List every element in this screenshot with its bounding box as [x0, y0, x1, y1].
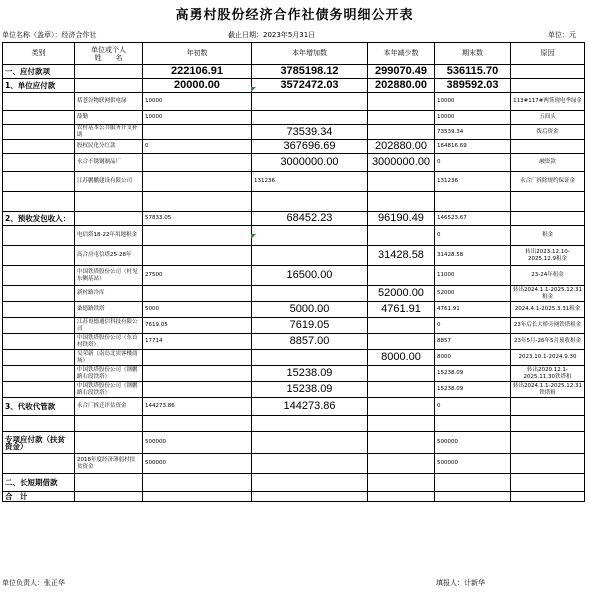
name-cell: [75, 212, 143, 226]
filler-label: 填报人：计新华: [436, 579, 485, 587]
name-cell: 新村路冷库: [75, 286, 143, 302]
reason-cell: [511, 416, 585, 432]
decrease-cell: [368, 192, 435, 212]
start-cell: 7619.05: [143, 318, 252, 334]
increase-cell: 8857.00: [252, 334, 368, 350]
increase-cell: [252, 93, 368, 111]
start-cell: 500000: [143, 454, 252, 474]
decrease-cell: [368, 125, 435, 140]
table-row: [3, 382, 585, 398]
decrease-cell: [368, 382, 435, 398]
decrease-cell: 299070.49: [368, 65, 435, 79]
reason-cell: 永合厂拆除规约保证金: [511, 172, 585, 192]
increase-cell: 367696.69: [252, 140, 368, 154]
end-cell: 500000: [435, 454, 511, 474]
name-cell: 中国铁塔股份公司（钢鹏路右段铁塔）: [75, 366, 143, 382]
end-cell: [435, 492, 511, 502]
increase-cell: [252, 432, 368, 454]
category-cell: [3, 172, 75, 192]
end-cell: [435, 474, 511, 492]
cutoff-date-label: 截止日期：2023年5月31日: [228, 31, 316, 39]
name-cell: 江苏鹏鹏建设有限公司: [75, 172, 143, 192]
decrease-cell: [368, 266, 435, 286]
decrease-cell: [368, 492, 435, 502]
start-cell: [143, 125, 252, 140]
reason-cell: [511, 140, 585, 154]
decrease-cell: [368, 226, 435, 246]
end-cell: 15238.09: [435, 366, 511, 382]
decrease-cell: 52000.00: [368, 286, 435, 302]
end-cell: 8857: [435, 334, 511, 350]
table-row: [3, 226, 585, 246]
reason-cell: 转出2024.1.1-2025.12.31租金: [511, 286, 585, 302]
decrease-cell: [368, 93, 435, 111]
decrease-cell: [368, 334, 435, 350]
start-cell: 500000: [143, 432, 252, 454]
decrease-cell: [368, 416, 435, 432]
start-cell: [143, 492, 252, 502]
currency-unit-label: 单位：元: [548, 31, 576, 39]
category-cell: [3, 140, 75, 154]
table-row: [3, 474, 585, 492]
end-cell: 15238.09: [435, 382, 511, 398]
reason-cell: 拨后资金: [511, 125, 585, 140]
header-row: [3, 43, 585, 65]
decrease-cell: 3000000.00: [368, 154, 435, 172]
table-row: [3, 266, 585, 286]
category-cell: [3, 416, 75, 432]
increase-cell: 15238.09: [252, 382, 368, 398]
table-row: [3, 334, 585, 350]
start-cell: 20000.00: [143, 79, 252, 93]
end-cell: 10000: [435, 93, 511, 111]
name-cell: 桑德路铁塔: [75, 302, 143, 318]
decrease-cell: [368, 474, 435, 492]
start-cell: [143, 474, 252, 492]
col-header-decrease: 本年减少数: [368, 43, 435, 65]
end-cell: 500000: [435, 432, 511, 454]
category-cell: [3, 266, 75, 286]
cell-marker-icon: [251, 87, 256, 92]
unit-leader-label: 单位负责人：张正华: [2, 579, 65, 587]
name-cell: 吴荣新（南岛北宾客楼商场）: [75, 350, 143, 366]
cell-marker-icon: [251, 234, 256, 239]
reason-cell: [511, 432, 585, 454]
increase-cell: 3000000.00: [252, 154, 368, 172]
name-cell: 高合房屯信塔25-28年: [75, 246, 143, 266]
category-cell: 2、预收发包收入：: [3, 212, 75, 226]
reason-cell: 23年5月-26年5月预收租金: [511, 334, 585, 350]
table-row: [3, 416, 585, 432]
decrease-cell: [368, 454, 435, 474]
reason-cell: 转出2020.12.1-2025.11.30铁塔租: [511, 366, 585, 382]
name-cell: 永合厂拆迁评估资金: [75, 398, 143, 416]
reason-cell: [511, 212, 585, 226]
start-cell: 10000: [143, 111, 252, 125]
reason-cell: 五间头: [511, 111, 585, 125]
table-row: [3, 125, 585, 140]
end-cell: 11000: [435, 266, 511, 286]
end-cell: [435, 192, 511, 212]
category-cell: [3, 154, 75, 172]
reason-cell: [511, 398, 585, 416]
name-cell: [75, 416, 143, 432]
table-row: [3, 212, 585, 226]
category-cell: [3, 226, 75, 246]
category-cell: [3, 382, 75, 398]
start-cell: [143, 416, 252, 432]
reason-cell: [511, 492, 585, 502]
col-header-start: 年初数: [143, 43, 252, 65]
decrease-cell: [368, 318, 435, 334]
reason-cell: [511, 79, 585, 93]
name-cell: 电信塔18-22年用地租金: [75, 226, 143, 246]
table-row: [3, 172, 585, 192]
start-cell: [143, 226, 252, 246]
start-cell: [143, 154, 252, 172]
category-cell: 一、应付款项: [3, 65, 75, 79]
category-cell: [3, 93, 75, 111]
col-header-name: 单位或个人 姓 名: [75, 43, 143, 65]
end-cell: 389592.03: [435, 79, 511, 93]
category-cell: 3、代收代管款: [3, 398, 75, 416]
category-cell: [3, 366, 75, 382]
end-cell: 0: [435, 318, 511, 334]
start-cell: 222106.91: [143, 65, 252, 79]
table-row: [3, 65, 585, 79]
table-row: [3, 192, 585, 212]
decrease-cell: 202880.00: [368, 140, 435, 154]
reason-cell: [511, 454, 585, 474]
end-cell: 73539.34: [435, 125, 511, 140]
col-header-end: 期末数: [435, 43, 511, 65]
table-row: [3, 492, 585, 502]
decrease-cell: 8000.00: [368, 350, 435, 366]
table-row: [3, 366, 585, 382]
table-row: [3, 318, 585, 334]
increase-cell: [252, 350, 368, 366]
decrease-cell: [368, 432, 435, 454]
reason-cell: 2023.10.1-2024.9.30: [511, 350, 585, 366]
name-cell: [75, 432, 143, 454]
start-cell: 144273.86: [143, 398, 252, 416]
decrease-cell: [368, 398, 435, 416]
reason-cell: 23年后长大桥旁网铁塔租金: [511, 318, 585, 334]
reason-cell: 转出2024.1.1-2025.12.31铁塔租: [511, 382, 585, 398]
table-row: [3, 398, 585, 416]
category-cell: 1、单位应付款: [3, 79, 75, 93]
increase-cell: [252, 286, 368, 302]
table-row: [3, 154, 585, 172]
category-cell: [3, 302, 75, 318]
category-cell: [3, 318, 75, 334]
name-cell: [75, 474, 143, 492]
start-cell: 57833.05: [143, 212, 252, 226]
name-cell: 括苍谷物联网供电绿: [75, 93, 143, 111]
start-cell: [143, 246, 252, 266]
end-cell: 4761.91: [435, 302, 511, 318]
table-row: [3, 286, 585, 302]
table-row: [3, 454, 585, 474]
increase-cell: 5000.00: [252, 302, 368, 318]
increase-cell: 131236: [252, 172, 368, 192]
decrease-cell: 96190.49: [368, 212, 435, 226]
name-cell: [75, 65, 143, 79]
category-cell: 专项应付款（扶贫资金）: [3, 432, 75, 454]
table-row: [3, 350, 585, 366]
increase-cell: 15238.09: [252, 366, 368, 382]
category-cell: [3, 192, 75, 212]
name-cell: [75, 192, 143, 212]
name-cell: 2018年度经济薄弱村扶贫资金: [75, 454, 143, 474]
end-cell: 31428.58: [435, 246, 511, 266]
start-cell: 5000: [143, 302, 252, 318]
end-cell: 0: [435, 398, 511, 416]
page-title: 高勇村股份经济合作社债务明细公开表: [175, 8, 414, 23]
decrease-cell: [368, 111, 435, 125]
end-cell: 164816.69: [435, 140, 511, 154]
increase-cell: 16500.00: [252, 266, 368, 286]
end-cell: 0: [435, 226, 511, 246]
increase-cell: 144273.86: [252, 398, 368, 416]
increase-cell: [252, 454, 368, 474]
end-cell: 536115.70: [435, 65, 511, 79]
col-header-increase: 本年增加数: [252, 43, 368, 65]
col-header-category: 类别: [3, 43, 75, 65]
reason-cell: 租金: [511, 226, 585, 246]
increase-cell: 7619.05: [252, 318, 368, 334]
reason-cell: 23-24年租金: [511, 266, 585, 286]
name-cell: 股权民化分红款: [75, 140, 143, 154]
unit-name-label: 单位名称（盖章）：经济合作社: [2, 31, 97, 39]
increase-cell: 68452.23: [252, 212, 368, 226]
decrease-cell: [368, 172, 435, 192]
table-row: [3, 93, 585, 111]
end-cell: [435, 416, 511, 432]
increase-cell: 73539.34: [252, 125, 368, 140]
start-cell: 17714: [143, 334, 252, 350]
category-cell: 二、长短期借款: [3, 474, 75, 492]
name-cell: 中国铁塔股份公司（钢鹏路右段铁塔）: [75, 382, 143, 398]
start-cell: [143, 286, 252, 302]
end-cell: 52000: [435, 286, 511, 302]
table-row: [3, 432, 585, 454]
name-cell: 中国铁塔股份公司（村见东侧基站）: [75, 266, 143, 286]
reason-cell: 转出2023.12.10-2025.12.9租金: [511, 246, 585, 266]
start-cell: [143, 366, 252, 382]
name-cell: 薛勤: [75, 111, 143, 125]
category-cell: [3, 246, 75, 266]
table-row: [3, 79, 585, 93]
decrease-cell: [368, 366, 435, 382]
increase-cell: [252, 474, 368, 492]
end-cell: 146523.67: [435, 212, 511, 226]
reason-cell: 113#117#两签现电季绿金: [511, 93, 585, 111]
increase-cell: [252, 192, 368, 212]
name-cell: 永合不锈钢制品厂: [75, 154, 143, 172]
category-cell: [3, 350, 75, 366]
reason-cell: 融资款: [511, 154, 585, 172]
table-row: [3, 246, 585, 266]
increase-cell: [252, 111, 368, 125]
end-cell: 0: [435, 154, 511, 172]
increase-cell: 3572472.03: [252, 79, 368, 93]
reason-cell: [511, 474, 585, 492]
start-cell: [143, 192, 252, 212]
table-row: [3, 140, 585, 154]
start-cell: [143, 382, 252, 398]
category-cell: [3, 111, 75, 125]
reason-cell: [511, 192, 585, 212]
category-cell: [3, 125, 75, 140]
name-cell: [75, 492, 143, 502]
name-cell: 中国铁塔股份公司（东首村铁塔）: [75, 334, 143, 350]
increase-cell: [252, 492, 368, 502]
end-cell: 131236: [435, 172, 511, 192]
reason-cell: [511, 65, 585, 79]
end-cell: 8000: [435, 350, 511, 366]
table-row: [3, 111, 585, 125]
col-header-reason: 原因: [511, 43, 585, 65]
start-cell: [143, 172, 252, 192]
start-cell: 0: [143, 140, 252, 154]
category-cell: 合 计: [3, 492, 75, 502]
debt-detail-table: [2, 42, 585, 502]
name-cell: 农村基本公共服务开支补助: [75, 125, 143, 140]
decrease-cell: 202880.00: [368, 79, 435, 93]
category-cell: [3, 286, 75, 302]
increase-cell: [252, 226, 368, 246]
name-cell: 江苏哥德通信科技有限公司: [75, 318, 143, 334]
name-cell: [75, 79, 143, 93]
table-row: [3, 302, 585, 318]
increase-cell: [252, 416, 368, 432]
start-cell: 27500: [143, 266, 252, 286]
increase-cell: [252, 246, 368, 266]
start-cell: [143, 350, 252, 366]
increase-cell: 3785198.12: [252, 65, 368, 79]
category-cell: [3, 334, 75, 350]
end-cell: 10000: [435, 111, 511, 125]
reason-cell: 2024.4.1-2025.3.31租金: [511, 302, 585, 318]
decrease-cell: 4761.91: [368, 302, 435, 318]
start-cell: 10000: [143, 93, 252, 111]
decrease-cell: 31428.58: [368, 246, 435, 266]
category-cell: [3, 454, 75, 474]
